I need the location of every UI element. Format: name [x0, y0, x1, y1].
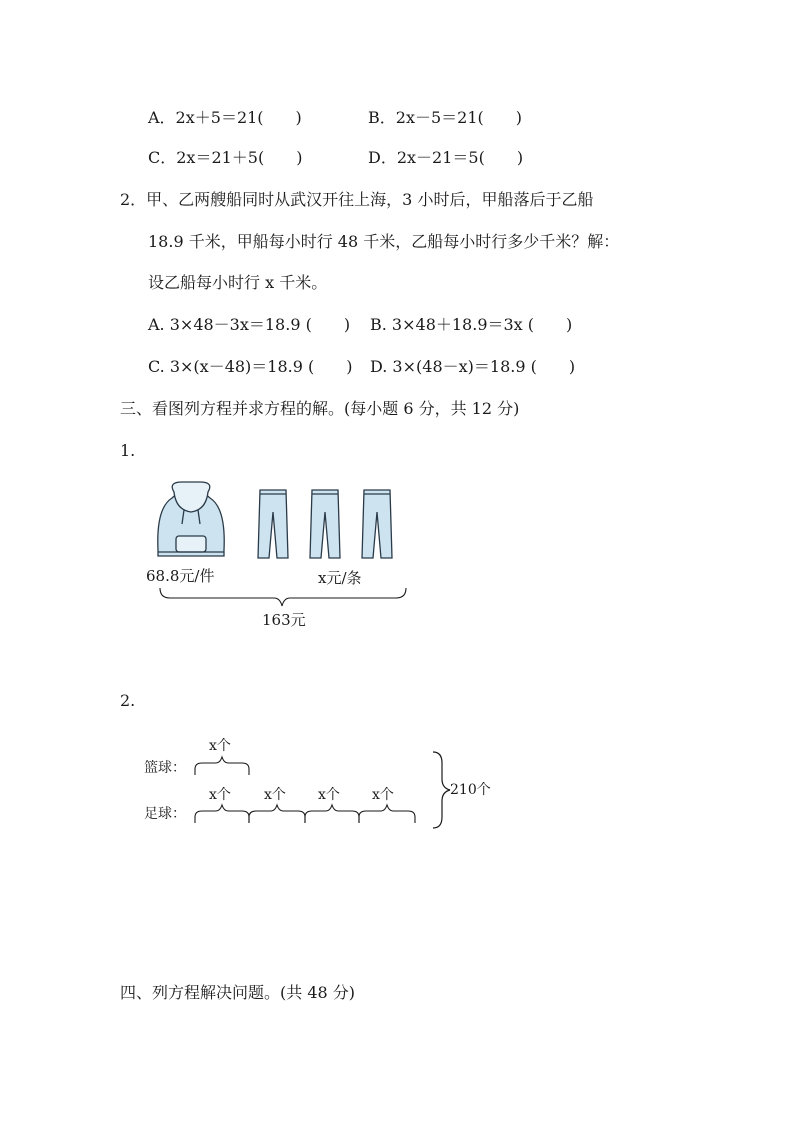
section3-problem2-number: 2.	[120, 691, 136, 710]
football-segment-1	[195, 805, 249, 823]
football-x-label-1: x个	[209, 787, 231, 803]
q2-option-a: A. 3×48－3x＝18.9 ( )	[148, 315, 351, 334]
football-x-label-4: x个	[372, 787, 394, 803]
q2-option-d: D. 3×(48－x)＝18.9 ( )	[370, 357, 576, 376]
brace-right	[433, 752, 450, 828]
q1-option-a: A．2x＋5＝21( )	[148, 108, 302, 127]
football-label: 足球：	[144, 806, 186, 822]
pants-price-label: x元/条	[318, 569, 362, 587]
section3-heading: 三、看图列方程并求方程的解。(每小题 6 分，共 12 分)	[120, 399, 520, 418]
brace-total	[160, 588, 406, 606]
q1-option-c: C．2x＝21＋5( )	[148, 148, 303, 167]
q1-option-d: D．2x－21＝5( )	[368, 148, 524, 167]
hoodie-icon	[158, 482, 224, 556]
pants-icon-2	[310, 490, 340, 558]
section4-heading: 四、列方程解决问题。(共 48 分)	[120, 983, 356, 1002]
total-price-label: 163元	[262, 611, 306, 629]
football-x-label-3: x个	[318, 787, 340, 803]
q2-stem-line2: 18.9 千米，甲船每小时行 48 千米，乙船每小时行多少千米？解：	[148, 232, 620, 251]
section3-problem1-number: 1.	[120, 441, 136, 460]
basketball-label: 篮球：	[144, 760, 186, 776]
q2-option-b: B. 3×48＋18.9＝3x ( )	[370, 315, 573, 334]
hoodie-price-label: 68.8元/件	[146, 567, 215, 585]
pants-icon-3	[362, 490, 392, 558]
q2-stem-line1: 2．甲、乙两艘船同时从武汉开往上海，3 小时后，甲船落后于乙船	[120, 190, 594, 209]
football-segment-2	[249, 805, 305, 823]
football-segment-3	[305, 805, 359, 823]
pants-icon-1	[258, 490, 288, 558]
q1-option-b: B．2x－5＝21( )	[368, 108, 522, 127]
total-balls-label: 210个	[450, 782, 491, 798]
q2-stem-line3: 设乙船每小时行 x 千米。	[148, 273, 328, 292]
basketball-segment	[195, 757, 249, 775]
basketball-x-label: x个	[209, 738, 231, 754]
football-x-label-2: x个	[264, 787, 286, 803]
football-segment-4	[359, 805, 415, 823]
q2-option-c: C. 3×(x－48)＝18.9 ( )	[148, 357, 353, 376]
